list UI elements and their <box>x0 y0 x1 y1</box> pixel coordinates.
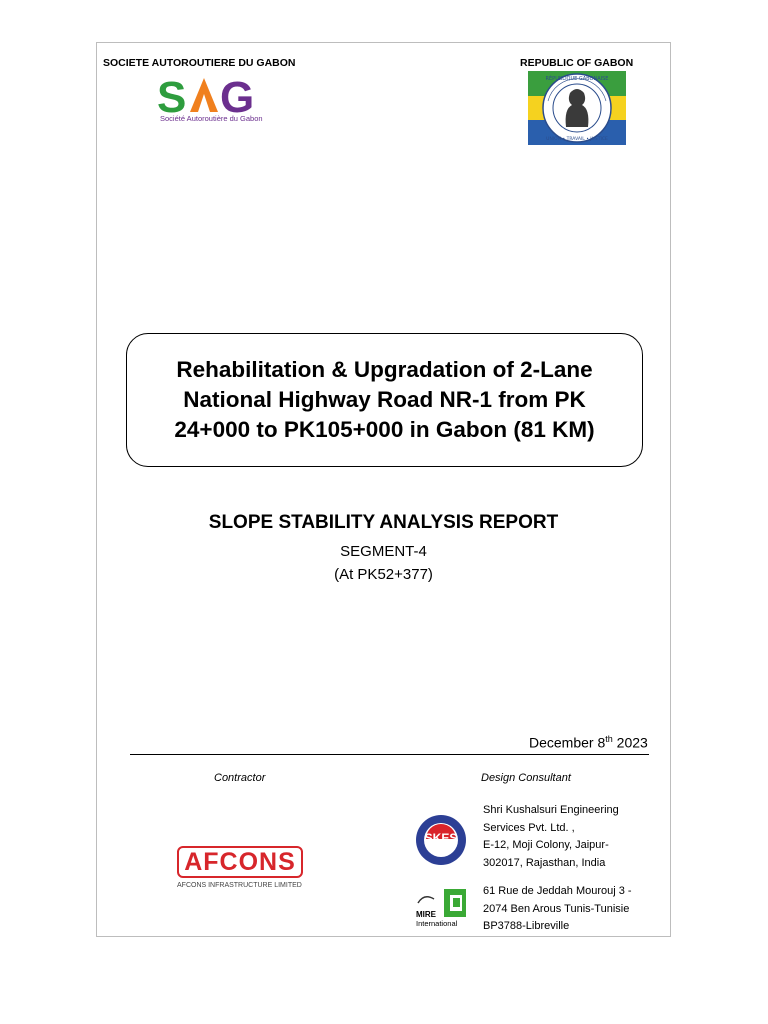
report-date <box>529 734 648 751</box>
report-title: SLOPE STABILITY ANALYSIS REPORT <box>208 512 559 533</box>
skes-address <box>483 802 619 872</box>
project-title-line-1: Rehabilitation & Upgradation of 2-Lane <box>176 357 593 382</box>
date-day: December 8 <box>529 734 606 751</box>
sag-logo <box>157 74 277 126</box>
mire-address-line: BP3788-Libreville <box>483 920 570 932</box>
mire-logo <box>416 889 470 931</box>
mire-logo-bottom: International <box>416 919 458 928</box>
divider-line <box>130 754 649 755</box>
mire-logo-top: MIRE <box>416 910 436 919</box>
report-location: (At PK52+377) <box>334 566 433 583</box>
skes-logo <box>415 814 467 866</box>
right-organization: REPUBLIC OF GABON <box>520 57 634 69</box>
afcons-logo-text: AFCONS <box>184 847 296 876</box>
skes-address-line: 302017, Rajasthan, India <box>483 856 606 869</box>
gabon-flag-seal-icon <box>528 71 626 145</box>
gabon-emblem <box>528 71 626 145</box>
svg-text:G: G <box>220 74 255 122</box>
mire-address-line: 2074 Ben Arous Tunis-Tunisie <box>483 902 630 915</box>
sag-logo-subtitle: Société Autoroutière du Gabon <box>160 114 263 123</box>
left-organization: SOCIETE AUTOROUTIERE DU GABON <box>103 57 296 69</box>
svg-text:SKES: SKES <box>424 831 458 845</box>
contractor-label: Contractor <box>214 772 266 784</box>
date-year: 2023 <box>612 734 648 751</box>
afcons-logo-frame <box>177 846 303 878</box>
report-segment: SEGMENT-4 <box>340 543 427 560</box>
mire-address-line: 61 Rue de Jeddah Mourouj 3 - <box>483 885 632 897</box>
skes-address-line: E-12, Moji Colony, Jaipur- <box>483 839 609 851</box>
skes-address-line: Services Pvt. Ltd. , <box>483 821 575 834</box>
skes-emblem-icon <box>415 814 467 866</box>
mire-address <box>483 883 632 936</box>
project-title-line-2: National Highway Road NR-1 from PK <box>183 387 586 412</box>
skes-address-line: Shri Kushalsuri Engineering <box>483 804 619 816</box>
afcons-caption: AFCONS INFRASTRUCTURE LIMITED <box>177 882 302 889</box>
svg-text:RÉPUBLIQUE GABONAISE: RÉPUBLIQUE GABONAISE <box>545 76 609 82</box>
consultant-label: Design Consultant <box>481 772 571 784</box>
afcons-logo <box>177 846 307 894</box>
svg-text:S: S <box>157 74 187 122</box>
project-title-line-3: 24+000 to PK105+000 in Gabon (81 KM) <box>174 417 595 442</box>
date-ordinal: th <box>605 734 613 744</box>
svg-text:UNION • TRAVAIL • JUSTICE: UNION • TRAVAIL • JUSTICE <box>546 137 608 142</box>
project-title-box <box>126 333 643 467</box>
